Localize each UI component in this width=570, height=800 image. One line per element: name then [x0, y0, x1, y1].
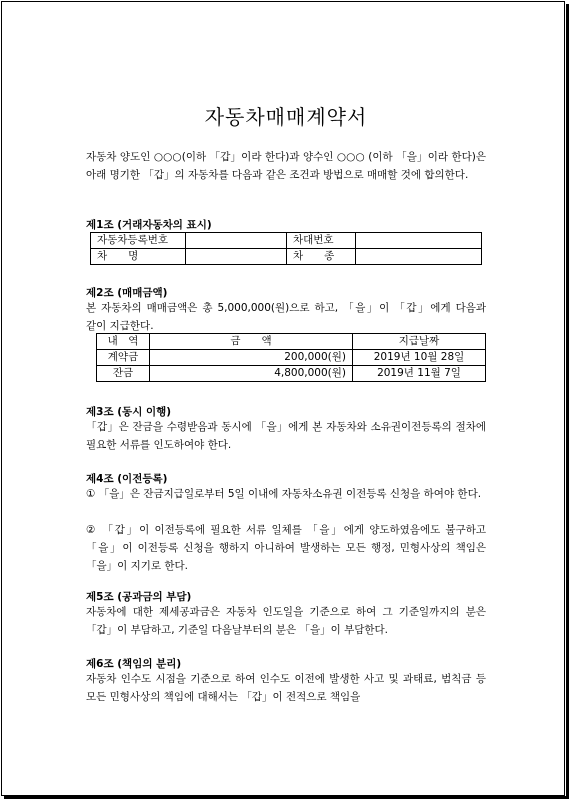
table-cell: 2019년 11월 7일 — [353, 366, 486, 382]
article2-paragraph: 본 자동차의 매매금액은 총 5,000,000(원)으로 하고, 「을」이 「갑」에게 다음과 같이 지급한다. — [86, 302, 486, 332]
article2-heading: 제2조 (매매금액) — [86, 287, 168, 299]
article4-item2: ② 「갑」이 이전등록에 필요한 서류 일체를 「을」에게 양도하였음에도 불구하고 「을」이 이전등록 신청을 행하지 아니하여 발생하는 모든 행정, 민형사상의 책임은 「을」이 지기로 한다. — [86, 524, 486, 572]
table-header-cell: 내 역 — [97, 334, 150, 350]
table-cell: 4,800,000(원) — [150, 366, 353, 382]
table-cell: 차대번호 — [287, 233, 356, 249]
table-cell — [356, 233, 482, 249]
article5-paragraph: 자동차에 대한 제세공과금은 자동차 인도일을 기준으로 하여 그 기준일까지의 분은 「갑」이 부담하고, 기준일 다음날부터의 분은 「을」이 부담한다. — [86, 606, 486, 636]
table-cell — [356, 249, 482, 265]
table-cell: 자동차등록번호 — [91, 233, 186, 249]
table-cell — [186, 249, 287, 265]
article6-heading: 제6조 (책임의 분리) — [86, 658, 182, 670]
page-shadow-right — [566, 4, 569, 798]
payment-table — [96, 333, 486, 382]
article3-paragraph: 「갑」은 잔금을 수령받음과 동시에 「을」에게 본 자동차와 소유권이전등록의 절차에 필요한 서류를 인도하여야 한다. — [86, 421, 486, 451]
article5-heading: 제5조 (공과금의 부담) — [86, 591, 192, 603]
document-title: 자동차매매계약서 — [204, 105, 368, 129]
table-row — [97, 366, 486, 382]
table-cell — [186, 233, 287, 249]
page-shadow-bottom — [4, 796, 569, 799]
table-cell: 차 종 — [287, 249, 356, 265]
table-cell: 계약금 — [97, 350, 150, 366]
table-row — [91, 249, 482, 265]
article4-item1: ① 「을」은 잔금지급일로부터 5일 이내에 자동차소유권 이전등록 신청을 하여야 한다. — [86, 488, 482, 500]
table-cell: 차 명 — [91, 249, 186, 265]
table-header-cell: 지급날짜 — [353, 334, 486, 350]
table-cell: 잔금 — [97, 366, 150, 382]
vehicle-info-table — [90, 232, 482, 265]
table-row — [91, 233, 482, 249]
table-cell: 2019년 10월 28일 — [353, 350, 486, 366]
table-cell: 200,000(원) — [150, 350, 353, 366]
table-header-cell: 금 액 — [150, 334, 353, 350]
table-row — [97, 350, 486, 366]
table-row — [97, 334, 486, 350]
article1-heading: 제1조 (거래자동차의 표시) — [86, 219, 212, 231]
intro-paragraph: 자동차 양도인 ○○○(이하 「갑」이라 한다)과 양수인 ○○○ (이하 「을」이라 한다)은 아래 명기한 「갑」의 자동차를 다음과 같은 조건과 방법으로 매매할 것에 합의한다. — [86, 151, 486, 181]
article4-heading: 제4조 (이전등록) — [86, 473, 168, 485]
article3-heading: 제3조 (동시 이행) — [86, 406, 172, 418]
article6-paragraph: 자동차 인수도 시점을 기준으로 하여 인수도 이전에 발생한 사고 및 과태료, 범칙금 등 모든 민형사상의 책임에 대해서는 「갑」이 전적으로 책임을 — [86, 673, 486, 703]
